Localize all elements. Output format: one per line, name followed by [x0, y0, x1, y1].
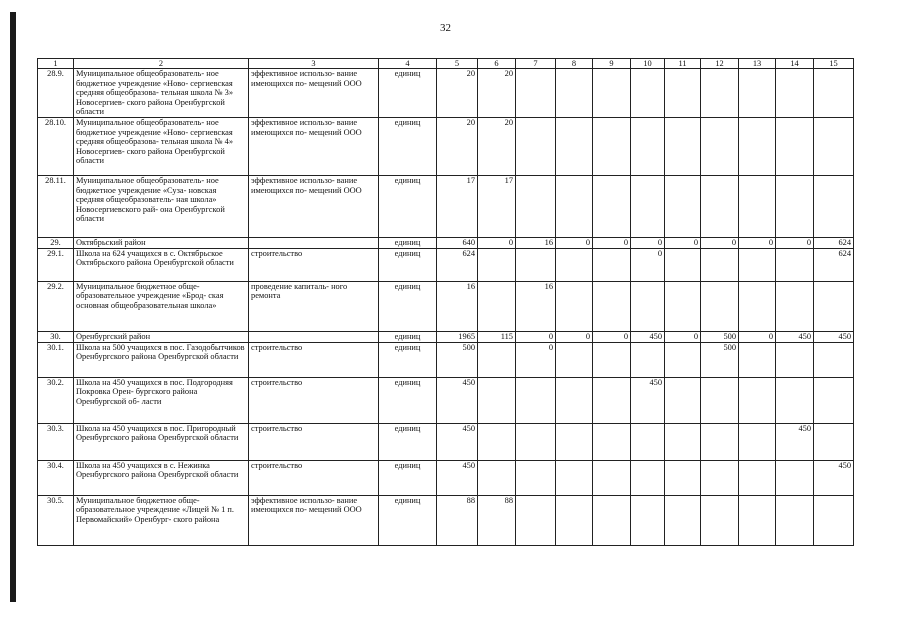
value-cell: 450 [437, 423, 478, 460]
page-number: 32 [440, 22, 451, 34]
column-header: 4 [379, 59, 437, 69]
row-name: Муниципальное бюджетное обще- образовательное учреждение «Брод- ская основная общеобразовательная школа» [74, 281, 249, 331]
value-cell: 1965 [437, 331, 478, 342]
row-action: эффективное использо- вание имеющихся по- мещений ООО [249, 69, 379, 118]
row-action: строительство [249, 342, 379, 377]
value-cell: 0 [631, 237, 665, 248]
value-cell: 0 [665, 331, 701, 342]
value-cell [776, 377, 814, 423]
value-cell: 16 [516, 237, 556, 248]
column-header: 13 [739, 59, 776, 69]
value-cell: 115 [478, 331, 516, 342]
value-cell [665, 342, 701, 377]
value-cell [701, 69, 739, 118]
value-cell [814, 377, 854, 423]
value-cell [701, 495, 739, 545]
table-row [38, 331, 854, 342]
table-row [38, 423, 854, 460]
value-cell [556, 495, 593, 545]
value-cell [665, 377, 701, 423]
value-cell [556, 423, 593, 460]
value-cell [739, 281, 776, 331]
value-cell [593, 175, 631, 237]
row-unit: единиц [379, 237, 437, 248]
row-name: Школа на 450 учащихся в пос. Пригородный Оренбургского района Оренбургской области [74, 423, 249, 460]
value-cell [516, 69, 556, 118]
value-cell: 20 [478, 69, 516, 118]
value-cell: 16 [437, 281, 478, 331]
value-cell: 0 [739, 237, 776, 248]
column-header: 5 [437, 59, 478, 69]
value-cell [516, 117, 556, 175]
value-cell [556, 460, 593, 495]
value-cell [516, 377, 556, 423]
row-unit: единиц [379, 495, 437, 545]
column-header: 10 [631, 59, 665, 69]
table-row [38, 117, 854, 175]
row-action: эффективное использо- вание имеющихся по- мещений ООО [249, 117, 379, 175]
value-cell: 450 [631, 377, 665, 423]
row-id: 30.2. [38, 377, 74, 423]
value-cell [701, 423, 739, 460]
value-cell: 450 [814, 460, 854, 495]
value-cell: 450 [776, 423, 814, 460]
row-id: 30.3. [38, 423, 74, 460]
row-name: Октябрьский район [74, 237, 249, 248]
row-unit: единиц [379, 377, 437, 423]
value-cell [701, 377, 739, 423]
row-unit: единиц [379, 331, 437, 342]
value-cell [665, 460, 701, 495]
row-id: 28.9. [38, 69, 74, 118]
row-action [249, 237, 379, 248]
value-cell: 20 [437, 69, 478, 118]
value-cell: 450 [437, 377, 478, 423]
value-cell: 0 [593, 331, 631, 342]
value-cell: 0 [516, 331, 556, 342]
column-header: 3 [249, 59, 379, 69]
value-cell [665, 69, 701, 118]
column-header: 11 [665, 59, 701, 69]
value-cell [556, 342, 593, 377]
value-cell: 0 [556, 237, 593, 248]
row-unit: единиц [379, 460, 437, 495]
row-unit: единиц [379, 342, 437, 377]
value-cell [516, 248, 556, 281]
value-cell [478, 423, 516, 460]
value-cell [776, 248, 814, 281]
column-header: 8 [556, 59, 593, 69]
row-unit: единиц [379, 117, 437, 175]
value-cell [631, 342, 665, 377]
row-name: Школа на 450 учащихся в пос. Подгородняя Покровка Орен- бургского района Оренбургской об- ласти [74, 377, 249, 423]
row-id: 30.5. [38, 495, 74, 545]
value-cell [776, 175, 814, 237]
value-cell [631, 423, 665, 460]
program-table [37, 58, 854, 546]
value-cell: 0 [739, 331, 776, 342]
value-cell [593, 495, 631, 545]
value-cell: 624 [814, 237, 854, 248]
value-cell: 17 [478, 175, 516, 237]
value-cell: 500 [701, 331, 739, 342]
column-header: 12 [701, 59, 739, 69]
value-cell [701, 460, 739, 495]
value-cell: 88 [478, 495, 516, 545]
table-row [38, 237, 854, 248]
row-id: 28.10. [38, 117, 74, 175]
row-id: 30.1. [38, 342, 74, 377]
value-cell: 624 [437, 248, 478, 281]
value-cell [516, 460, 556, 495]
row-action [249, 331, 379, 342]
value-cell: 0 [631, 248, 665, 281]
row-id: 28.11. [38, 175, 74, 237]
value-cell [701, 281, 739, 331]
value-cell [739, 460, 776, 495]
row-name: Муниципальное общеобразователь- ное бюджетное учреждение «Ново- сергиевская средняя общеобразова- тельная школа № 3» Новосергиев- ского района Оренбургской области [74, 69, 249, 118]
value-cell [665, 423, 701, 460]
value-cell [593, 117, 631, 175]
value-cell [665, 248, 701, 281]
value-cell: 20 [478, 117, 516, 175]
row-action: эффективное использо- вание имеющихся по- мещений ООО [249, 175, 379, 237]
value-cell: 450 [814, 331, 854, 342]
row-name: Муниципальное бюджетное обще- образовательное учреждение «Лицей № 1 п. Первомайский» Оренбург- ского района [74, 495, 249, 545]
row-name: Муниципальное общеобразователь- ное бюджетное учреждение «Суза- новская средняя общеобразователь- ная школа» Новосергиевского рай- она Оренбургской области [74, 175, 249, 237]
value-cell: 450 [631, 331, 665, 342]
value-cell [556, 281, 593, 331]
value-cell [814, 175, 854, 237]
value-cell [478, 342, 516, 377]
value-cell [516, 423, 556, 460]
value-cell [516, 175, 556, 237]
column-header: 14 [776, 59, 814, 69]
row-unit: единиц [379, 281, 437, 331]
row-unit: единиц [379, 423, 437, 460]
value-cell [516, 495, 556, 545]
value-cell: 20 [437, 117, 478, 175]
value-cell [814, 281, 854, 331]
row-id: 29.1. [38, 248, 74, 281]
value-cell: 0 [701, 237, 739, 248]
row-id: 30. [38, 331, 74, 342]
row-unit: единиц [379, 175, 437, 237]
value-cell [776, 281, 814, 331]
column-header: 6 [478, 59, 516, 69]
value-cell: 0 [776, 237, 814, 248]
row-action: строительство [249, 248, 379, 281]
value-cell [593, 248, 631, 281]
value-cell [739, 377, 776, 423]
value-cell [739, 248, 776, 281]
table-row [38, 248, 854, 281]
value-cell [556, 117, 593, 175]
value-cell [478, 377, 516, 423]
value-cell [631, 281, 665, 331]
value-cell: 640 [437, 237, 478, 248]
row-id: 29.2. [38, 281, 74, 331]
value-cell [665, 175, 701, 237]
value-cell [631, 69, 665, 118]
value-cell [631, 175, 665, 237]
value-cell [776, 117, 814, 175]
value-cell [556, 69, 593, 118]
value-cell: 0 [593, 237, 631, 248]
value-cell [631, 495, 665, 545]
value-cell [593, 460, 631, 495]
table-row [38, 495, 854, 545]
value-cell [631, 460, 665, 495]
value-cell: 0 [516, 342, 556, 377]
value-cell [739, 69, 776, 118]
row-name: Школа на 450 учащихся в с. Нежинка Оренбургского района Оренбургской области [74, 460, 249, 495]
value-cell [814, 342, 854, 377]
table-row [38, 342, 854, 377]
column-header: 7 [516, 59, 556, 69]
value-cell [593, 69, 631, 118]
table-row [38, 377, 854, 423]
row-action: строительство [249, 460, 379, 495]
value-cell: 500 [701, 342, 739, 377]
row-action: строительство [249, 423, 379, 460]
value-cell [739, 175, 776, 237]
row-name: Муниципальное общеобразователь- ное бюджетное учреждение «Ново- сергиевская средняя общеобразова- тельная школа № 4» Новосергиев- ского района Оренбургской области [74, 117, 249, 175]
value-cell [593, 377, 631, 423]
value-cell [814, 117, 854, 175]
value-cell [593, 281, 631, 331]
value-cell [776, 495, 814, 545]
value-cell: 500 [437, 342, 478, 377]
value-cell [478, 248, 516, 281]
column-header: 2 [74, 59, 249, 69]
table-row [38, 69, 854, 118]
value-cell [739, 495, 776, 545]
column-header: 15 [814, 59, 854, 69]
value-cell [665, 117, 701, 175]
value-cell: 450 [776, 331, 814, 342]
value-cell [776, 342, 814, 377]
value-cell [593, 342, 631, 377]
value-cell [701, 175, 739, 237]
row-id: 30.4. [38, 460, 74, 495]
value-cell [556, 248, 593, 281]
value-cell: 450 [437, 460, 478, 495]
row-unit: единиц [379, 248, 437, 281]
column-header: 9 [593, 59, 631, 69]
row-name: Школа на 624 учащихся в с. Октябрьское Октябрьского района Оренбургской области [74, 248, 249, 281]
value-cell [556, 377, 593, 423]
column-header: 1 [38, 59, 74, 69]
value-cell [665, 495, 701, 545]
value-cell: 17 [437, 175, 478, 237]
value-cell [478, 281, 516, 331]
value-cell [556, 175, 593, 237]
value-cell: 0 [556, 331, 593, 342]
value-cell: 88 [437, 495, 478, 545]
row-name: Оренбургский район [74, 331, 249, 342]
binding-bar [10, 12, 16, 602]
row-id: 29. [38, 237, 74, 248]
row-name: Школа на 500 учащихся в пос. Газодобытчиков Оренбургского района Оренбургской области [74, 342, 249, 377]
value-cell [665, 281, 701, 331]
value-cell [478, 460, 516, 495]
table-row [38, 460, 854, 495]
value-cell [776, 460, 814, 495]
value-cell: 624 [814, 248, 854, 281]
row-unit: единиц [379, 69, 437, 118]
row-action: проведение капиталь- ного ремонта [249, 281, 379, 331]
value-cell [593, 423, 631, 460]
header-row [38, 59, 854, 69]
value-cell [814, 423, 854, 460]
value-cell: 0 [665, 237, 701, 248]
value-cell: 16 [516, 281, 556, 331]
value-cell [776, 69, 814, 118]
value-cell [701, 248, 739, 281]
value-cell [701, 117, 739, 175]
table-row [38, 281, 854, 331]
value-cell [739, 423, 776, 460]
value-cell [739, 342, 776, 377]
value-cell: 0 [478, 237, 516, 248]
value-cell [814, 495, 854, 545]
row-action: строительство [249, 377, 379, 423]
value-cell [631, 117, 665, 175]
value-cell [739, 117, 776, 175]
table-row [38, 175, 854, 237]
row-action: эффективное использо- вание имеющихся по- мещений ООО [249, 495, 379, 545]
value-cell [814, 69, 854, 118]
